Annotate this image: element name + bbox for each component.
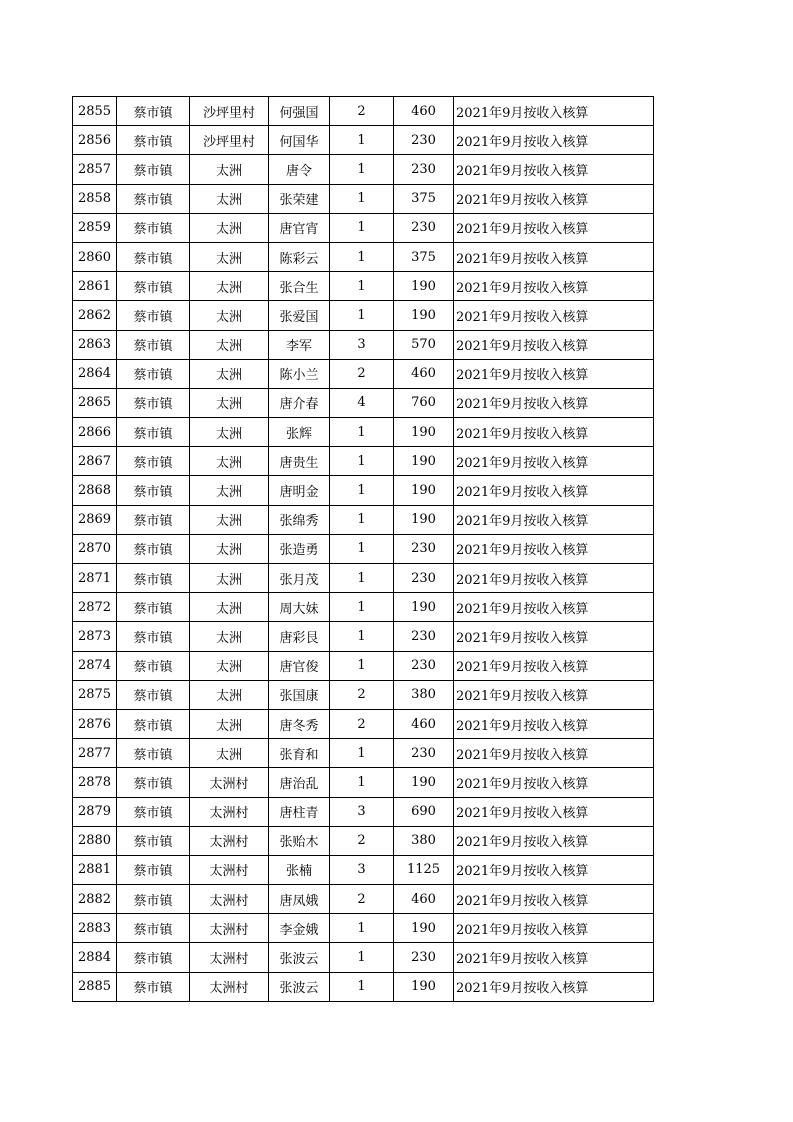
amount-cell: 1125 [394, 855, 454, 884]
town-cell: 蔡市镇 [117, 680, 190, 709]
town-cell: 蔡市镇 [117, 593, 190, 622]
amount-cell: 380 [394, 680, 454, 709]
amount-cell: 190 [394, 505, 454, 534]
name-cell: 何强国 [269, 97, 330, 126]
note-cell: 2021年9月按收入核算 [454, 855, 654, 884]
row-number-cell: 2877 [73, 739, 117, 768]
household-count-cell: 1 [330, 447, 394, 476]
name-cell: 张月茂 [269, 564, 330, 593]
name-cell: 唐明金 [269, 476, 330, 505]
note-cell: 2021年9月按收入核算 [454, 301, 654, 330]
note-cell: 2021年9月按收入核算 [454, 826, 654, 855]
household-count-cell: 2 [330, 680, 394, 709]
row-number-cell: 2863 [73, 330, 117, 359]
household-count-cell: 3 [330, 855, 394, 884]
amount-cell: 460 [394, 359, 454, 388]
table-row [73, 242, 654, 271]
amount-cell: 190 [394, 593, 454, 622]
amount-cell: 190 [394, 476, 454, 505]
note-cell: 2021年9月按收入核算 [454, 914, 654, 943]
row-number-cell: 2861 [73, 272, 117, 301]
town-cell: 蔡市镇 [117, 826, 190, 855]
note-cell: 2021年9月按收入核算 [454, 213, 654, 242]
household-count-cell: 1 [330, 943, 394, 972]
village-cell: 太洲 [190, 242, 269, 271]
note-cell: 2021年9月按收入核算 [454, 447, 654, 476]
village-cell: 太洲村 [190, 855, 269, 884]
village-cell: 太洲 [190, 447, 269, 476]
data-table [72, 96, 654, 1002]
note-cell: 2021年9月按收入核算 [454, 622, 654, 651]
row-number-cell: 2869 [73, 505, 117, 534]
name-cell: 唐贵生 [269, 447, 330, 476]
table-row [73, 213, 654, 242]
note-cell: 2021年9月按收入核算 [454, 418, 654, 447]
town-cell: 蔡市镇 [117, 768, 190, 797]
village-cell: 太洲村 [190, 826, 269, 855]
name-cell: 张贻木 [269, 826, 330, 855]
town-cell: 蔡市镇 [117, 943, 190, 972]
note-cell: 2021年9月按收入核算 [454, 184, 654, 213]
note-cell: 2021年9月按收入核算 [454, 476, 654, 505]
village-cell: 太洲村 [190, 768, 269, 797]
name-cell: 李军 [269, 330, 330, 359]
row-number-cell: 2867 [73, 447, 117, 476]
table-row [73, 593, 654, 622]
village-cell: 太洲 [190, 155, 269, 184]
note-cell: 2021年9月按收入核算 [454, 651, 654, 680]
table-row [73, 768, 654, 797]
amount-cell: 230 [394, 739, 454, 768]
amount-cell: 190 [394, 301, 454, 330]
note-cell: 2021年9月按收入核算 [454, 155, 654, 184]
household-count-cell: 1 [330, 972, 394, 1001]
row-number-cell: 2873 [73, 622, 117, 651]
town-cell: 蔡市镇 [117, 505, 190, 534]
amount-cell: 190 [394, 447, 454, 476]
table-row [73, 184, 654, 213]
note-cell: 2021年9月按收入核算 [454, 359, 654, 388]
amount-cell: 230 [394, 155, 454, 184]
row-number-cell: 2879 [73, 797, 117, 826]
town-cell: 蔡市镇 [117, 914, 190, 943]
amount-cell: 690 [394, 797, 454, 826]
village-cell: 太洲村 [190, 914, 269, 943]
amount-cell: 230 [394, 651, 454, 680]
town-cell: 蔡市镇 [117, 126, 190, 155]
household-count-cell: 1 [330, 593, 394, 622]
household-count-cell: 1 [330, 184, 394, 213]
town-cell: 蔡市镇 [117, 739, 190, 768]
table-body [73, 97, 654, 1002]
amount-cell: 230 [394, 534, 454, 563]
note-cell: 2021年9月按收入核算 [454, 505, 654, 534]
note-cell: 2021年9月按收入核算 [454, 242, 654, 271]
table-row [73, 301, 654, 330]
village-cell: 太洲 [190, 184, 269, 213]
note-cell: 2021年9月按收入核算 [454, 272, 654, 301]
name-cell: 张楠 [269, 855, 330, 884]
row-number-cell: 2881 [73, 855, 117, 884]
name-cell: 陈彩云 [269, 242, 330, 271]
name-cell: 张合生 [269, 272, 330, 301]
row-number-cell: 2875 [73, 680, 117, 709]
table-row [73, 505, 654, 534]
household-count-cell: 2 [330, 97, 394, 126]
village-cell: 太洲 [190, 213, 269, 242]
town-cell: 蔡市镇 [117, 418, 190, 447]
table-row [73, 943, 654, 972]
village-cell: 太洲村 [190, 943, 269, 972]
name-cell: 李金娥 [269, 914, 330, 943]
town-cell: 蔡市镇 [117, 155, 190, 184]
note-cell: 2021年9月按收入核算 [454, 972, 654, 1001]
table-row [73, 972, 654, 1001]
table-row [73, 622, 654, 651]
household-count-cell: 1 [330, 476, 394, 505]
amount-cell: 230 [394, 213, 454, 242]
row-number-cell: 2856 [73, 126, 117, 155]
amount-cell: 460 [394, 709, 454, 738]
household-count-cell: 1 [330, 739, 394, 768]
name-cell: 唐彩艮 [269, 622, 330, 651]
row-number-cell: 2882 [73, 885, 117, 914]
amount-cell: 460 [394, 885, 454, 914]
town-cell: 蔡市镇 [117, 885, 190, 914]
amount-cell: 460 [394, 97, 454, 126]
row-number-cell: 2885 [73, 972, 117, 1001]
household-count-cell: 2 [330, 826, 394, 855]
row-number-cell: 2858 [73, 184, 117, 213]
household-count-cell: 1 [330, 622, 394, 651]
town-cell: 蔡市镇 [117, 651, 190, 680]
village-cell: 太洲 [190, 418, 269, 447]
village-cell: 太洲 [190, 534, 269, 563]
note-cell: 2021年9月按收入核算 [454, 388, 654, 417]
row-number-cell: 2859 [73, 213, 117, 242]
name-cell: 张爱国 [269, 301, 330, 330]
note-cell: 2021年9月按收入核算 [454, 564, 654, 593]
village-cell: 太洲 [190, 564, 269, 593]
village-cell: 太洲 [190, 680, 269, 709]
name-cell: 唐令 [269, 155, 330, 184]
row-number-cell: 2878 [73, 768, 117, 797]
note-cell: 2021年9月按收入核算 [454, 768, 654, 797]
row-number-cell: 2866 [73, 418, 117, 447]
table-row [73, 651, 654, 680]
name-cell: 唐冬秀 [269, 709, 330, 738]
household-count-cell: 3 [330, 330, 394, 359]
household-count-cell: 3 [330, 797, 394, 826]
village-cell: 太洲 [190, 476, 269, 505]
row-number-cell: 2884 [73, 943, 117, 972]
table-row [73, 359, 654, 388]
note-cell: 2021年9月按收入核算 [454, 97, 654, 126]
name-cell: 唐介春 [269, 388, 330, 417]
row-number-cell: 2868 [73, 476, 117, 505]
row-number-cell: 2871 [73, 564, 117, 593]
table-row [73, 826, 654, 855]
note-cell: 2021年9月按收入核算 [454, 943, 654, 972]
village-cell: 太洲 [190, 505, 269, 534]
village-cell: 太洲 [190, 651, 269, 680]
household-count-cell: 1 [330, 564, 394, 593]
table-row [73, 564, 654, 593]
village-cell: 太洲 [190, 359, 269, 388]
note-cell: 2021年9月按收入核算 [454, 797, 654, 826]
note-cell: 2021年9月按收入核算 [454, 593, 654, 622]
town-cell: 蔡市镇 [117, 272, 190, 301]
household-count-cell: 1 [330, 213, 394, 242]
name-cell: 张波云 [269, 972, 330, 1001]
row-number-cell: 2872 [73, 593, 117, 622]
town-cell: 蔡市镇 [117, 359, 190, 388]
amount-cell: 570 [394, 330, 454, 359]
household-count-cell: 1 [330, 505, 394, 534]
village-cell: 太洲 [190, 272, 269, 301]
note-cell: 2021年9月按收入核算 [454, 739, 654, 768]
table-row [73, 418, 654, 447]
village-cell: 太洲村 [190, 972, 269, 1001]
table-row [73, 739, 654, 768]
table-row [73, 272, 654, 301]
row-number-cell: 2864 [73, 359, 117, 388]
household-count-cell: 1 [330, 768, 394, 797]
town-cell: 蔡市镇 [117, 564, 190, 593]
table-row [73, 680, 654, 709]
amount-cell: 230 [394, 126, 454, 155]
amount-cell: 190 [394, 418, 454, 447]
table-row [73, 447, 654, 476]
household-count-cell: 1 [330, 126, 394, 155]
row-number-cell: 2880 [73, 826, 117, 855]
name-cell: 唐治乱 [269, 768, 330, 797]
table-row [73, 476, 654, 505]
village-cell: 太洲村 [190, 797, 269, 826]
household-count-cell: 1 [330, 418, 394, 447]
household-count-cell: 1 [330, 272, 394, 301]
row-number-cell: 2870 [73, 534, 117, 563]
row-number-cell: 2876 [73, 709, 117, 738]
village-cell: 沙坪里村 [190, 126, 269, 155]
table-row [73, 155, 654, 184]
town-cell: 蔡市镇 [117, 330, 190, 359]
town-cell: 蔡市镇 [117, 242, 190, 271]
name-cell: 张辉 [269, 418, 330, 447]
table-row [73, 126, 654, 155]
name-cell: 张绵秀 [269, 505, 330, 534]
name-cell: 唐柱青 [269, 797, 330, 826]
town-cell: 蔡市镇 [117, 622, 190, 651]
row-number-cell: 2860 [73, 242, 117, 271]
name-cell: 陈小兰 [269, 359, 330, 388]
household-count-cell: 1 [330, 301, 394, 330]
town-cell: 蔡市镇 [117, 97, 190, 126]
household-count-cell: 1 [330, 534, 394, 563]
row-number-cell: 2874 [73, 651, 117, 680]
table-row [73, 709, 654, 738]
name-cell: 张造勇 [269, 534, 330, 563]
town-cell: 蔡市镇 [117, 388, 190, 417]
town-cell: 蔡市镇 [117, 447, 190, 476]
town-cell: 蔡市镇 [117, 534, 190, 563]
household-count-cell: 2 [330, 709, 394, 738]
town-cell: 蔡市镇 [117, 301, 190, 330]
name-cell: 张国康 [269, 680, 330, 709]
household-count-cell: 1 [330, 155, 394, 184]
row-number-cell: 2862 [73, 301, 117, 330]
village-cell: 太洲 [190, 388, 269, 417]
table-row [73, 330, 654, 359]
amount-cell: 375 [394, 242, 454, 271]
amount-cell: 230 [394, 564, 454, 593]
note-cell: 2021年9月按收入核算 [454, 709, 654, 738]
amount-cell: 760 [394, 388, 454, 417]
town-cell: 蔡市镇 [117, 709, 190, 738]
table-row [73, 97, 654, 126]
town-cell: 蔡市镇 [117, 184, 190, 213]
household-count-cell: 1 [330, 651, 394, 680]
table-row [73, 797, 654, 826]
table-row [73, 885, 654, 914]
town-cell: 蔡市镇 [117, 972, 190, 1001]
row-number-cell: 2883 [73, 914, 117, 943]
amount-cell: 190 [394, 272, 454, 301]
town-cell: 蔡市镇 [117, 855, 190, 884]
table-row [73, 534, 654, 563]
name-cell: 张荣建 [269, 184, 330, 213]
note-cell: 2021年9月按收入核算 [454, 534, 654, 563]
name-cell: 周大妹 [269, 593, 330, 622]
note-cell: 2021年9月按收入核算 [454, 680, 654, 709]
town-cell: 蔡市镇 [117, 476, 190, 505]
village-cell: 太洲 [190, 739, 269, 768]
amount-cell: 190 [394, 768, 454, 797]
note-cell: 2021年9月按收入核算 [454, 885, 654, 914]
village-cell: 太洲 [190, 709, 269, 738]
note-cell: 2021年9月按收入核算 [454, 330, 654, 359]
row-number-cell: 2855 [73, 97, 117, 126]
name-cell: 张育和 [269, 739, 330, 768]
name-cell: 何国华 [269, 126, 330, 155]
name-cell: 唐凤娥 [269, 885, 330, 914]
village-cell: 太洲村 [190, 885, 269, 914]
town-cell: 蔡市镇 [117, 797, 190, 826]
row-number-cell: 2865 [73, 388, 117, 417]
name-cell: 唐官俊 [269, 651, 330, 680]
village-cell: 太洲 [190, 593, 269, 622]
household-count-cell: 1 [330, 914, 394, 943]
amount-cell: 380 [394, 826, 454, 855]
amount-cell: 190 [394, 972, 454, 1001]
household-count-cell: 4 [330, 388, 394, 417]
name-cell: 唐官宵 [269, 213, 330, 242]
amount-cell: 375 [394, 184, 454, 213]
amount-cell: 230 [394, 622, 454, 651]
table-row [73, 388, 654, 417]
row-number-cell: 2857 [73, 155, 117, 184]
household-count-cell: 2 [330, 359, 394, 388]
household-count-cell: 2 [330, 885, 394, 914]
village-cell: 太洲 [190, 301, 269, 330]
household-count-cell: 1 [330, 242, 394, 271]
name-cell: 张波云 [269, 943, 330, 972]
table-row [73, 914, 654, 943]
village-cell: 太洲 [190, 622, 269, 651]
amount-cell: 230 [394, 943, 454, 972]
amount-cell: 190 [394, 914, 454, 943]
village-cell: 沙坪里村 [190, 97, 269, 126]
note-cell: 2021年9月按收入核算 [454, 126, 654, 155]
village-cell: 太洲 [190, 330, 269, 359]
town-cell: 蔡市镇 [117, 213, 190, 242]
table-row [73, 855, 654, 884]
